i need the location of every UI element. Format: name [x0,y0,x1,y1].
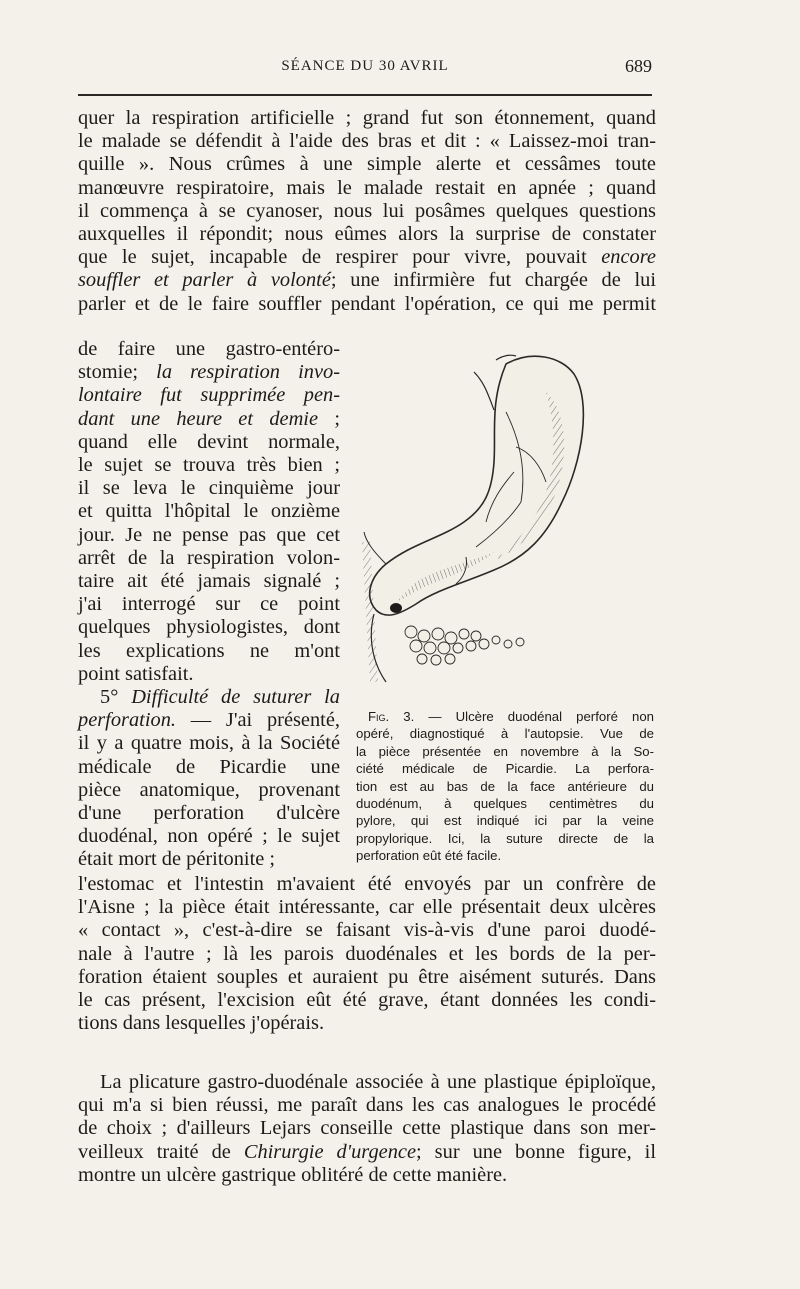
text-line: 5° Difficulté de suturer la [100,686,340,709]
text-line: et quitta l'hôpital le onzième [78,500,340,523]
text-line: le cas présent, l'excision eût été grave, étant données les condi- [78,989,656,1012]
figure-caption [356,708,654,865]
caption-line: perforation eût été facile. [356,848,502,864]
text-line: il se leva le cinquième jour [78,477,340,500]
text-line: parler et de le faire souffler pendant l'opération, ce qui me permit [78,292,656,315]
caption-line: Fig. 3. — Ulcère duodénal perforé non [368,709,654,724]
text-line: de choix ; d'ailleurs Lejars conseille cette plastique dans son mer- [78,1117,656,1140]
running-title: SÉANCE DU 30 AVRIL [281,58,449,74]
caption-line: propylorique. Ici, la suture directe de la [356,830,654,846]
text-line: perforation. — J'ai présenté, [78,709,340,732]
text-line: pièce anatomique, provenant [78,778,340,801]
text-line: j'ai interrogé sur ce point [78,593,340,616]
narrow-column [78,338,340,872]
text-line: quille ». Nous crûmes à une simple alerte et cessâmes toute [78,153,656,176]
caption-line: pylore, qui est indiqué ici par la veine [356,813,654,829]
text-line: taire ait été jamais signalé ; [78,570,340,593]
text-line: dant une heure et demie ; [78,407,341,430]
text-line: que le sujet, incapable de respirer pour vivre, pouvait encore [78,246,656,269]
text-line: de faire une gastro-entéro- [78,338,340,360]
text-line: arrêt de la respiration volon- [78,546,340,569]
text-line: le malade se défendit à l'aide des bras et dit : « Laissez-moi tran- [78,130,656,153]
text-line: était mort de péritonite ; [78,848,276,871]
text-line: nale à l'autre ; là les parois duodénales et les bords de la per- [78,942,656,965]
page-number: 689 [625,56,652,76]
caption-line: opéré, diagnostiqué à l'autopsie. Vue de [356,726,654,742]
figure-label: Fig. 3. [368,709,415,724]
text-line: foration étaient souples et auraient pu être aisément suturés. Dans [78,965,656,988]
header-rule [78,94,652,96]
text-line: point satisfait. [78,662,194,685]
text-line: les explications ne m'ont [78,639,340,662]
text-line: souffler et parler à volonté; une infirmière fut chargée de lui [78,269,656,292]
perforation-mark [390,603,402,613]
text-line: jour. Je ne pense pas que cet [78,523,340,546]
text-line: montre un ulcère gastrique oblitéré de cette manière. [78,1163,508,1186]
text-line: l'estomac et l'intestin m'avaient été envoyés par un confrère de [78,873,656,895]
caption-line: duodénum, à quelques centimètres du [356,796,654,812]
text-line: veilleux traité de Chirurgie d'urgence; sur une bonne figure, il [78,1140,657,1163]
text-line: duodénal, non opéré ; le sujet [78,825,340,848]
caption-line: la pièce présentée en novembre à la So- [356,743,654,759]
text-line: La plicature gastro-duodénale associée à une plastique épiploïque, [100,1071,656,1093]
final-paragraph [78,1071,656,1187]
caption-line: tion est au bas de la face antérieure du [356,778,654,794]
text-line: qui m'a si bien réussi, me paraît dans les cas analogues le procédé [78,1094,656,1117]
bottom-paragraph [78,873,656,1035]
text-line: quer la respiration artificielle ; grand fut son étonnement, quand [78,107,656,129]
text-line: il y a quatre mois, à la Société [78,732,340,755]
top-paragraph [78,107,656,316]
text-line: stomie; la respiration invo- [78,361,341,384]
caption-line: ciété médicale de Picardie. La perfora- [356,761,654,777]
text-line: médicale de Picardie une [78,755,340,778]
text-line: « contact », c'est-à-dire se faisant vis-à-vis d'une paroi duodé- [78,919,656,942]
text-line: manœuvre respiratoire, mais le malade restait en apnée ; quand [78,176,656,199]
text-line: d'une perforation d'ulcère [78,802,340,825]
text-line: quand elle devint normale, [78,430,340,453]
page-header [78,58,652,82]
text-line: le sujet se trouva très bien ; [78,454,340,477]
text-line: quelques physiologistes, dont [78,616,340,639]
text-line: l'Aisne ; la pièce était intéressante, car elle présentait deux ulcères [78,896,656,919]
text-line: tions dans lesquelles j'opérais. [78,1012,325,1035]
text-line: lontaire fut supprimée pen- [78,384,340,407]
text-line: auxquelles il répondit; nous eûmes alors la surprise de constater [78,223,656,246]
text-line: il commença à se cyanoser, nous lui posâmes quelques questions [78,199,656,222]
stomach-illustration [356,352,656,692]
